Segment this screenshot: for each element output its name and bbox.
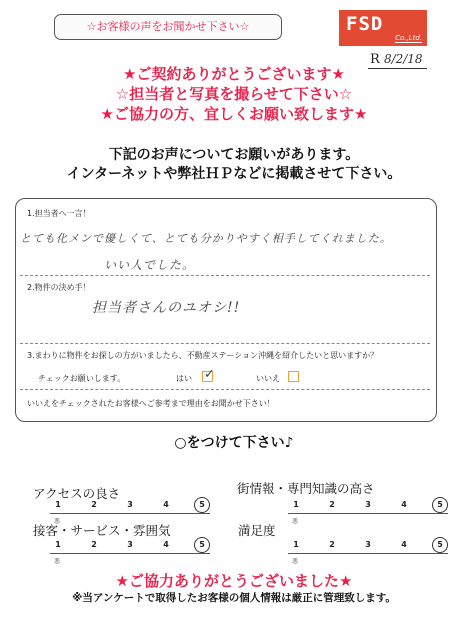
selected-rating-circle [194, 497, 210, 513]
section-1-answer-line-1: とても化メンで優しくて、とても分かりやすく相手してくれました。 [20, 232, 392, 245]
rating-label-service: 接客・サービス・雰囲気 [33, 523, 171, 538]
rating-label-access: アクセスの良さ [33, 486, 121, 501]
company-logo [339, 10, 427, 46]
scale-number-1[interactable]: 1 [293, 500, 299, 509]
rating-label-satisfaction: 満足度 [238, 523, 276, 538]
headline-line-2: ☆担当者と写真を撮らせて下さい☆ [115, 85, 353, 103]
scale-end-label: 悪 [54, 558, 61, 565]
no-checkbox[interactable] [288, 371, 299, 382]
privacy-notice: ※当アンケートで取得したお客様の個人情報は厳正に管理致します。 [72, 592, 396, 604]
scale-number-2[interactable]: 2 [329, 540, 335, 549]
logo-mark: FSD [346, 13, 384, 35]
scale-line [288, 513, 448, 514]
scale-number-1[interactable]: 1 [55, 500, 61, 509]
scale-number-5[interactable]: 5 [199, 540, 205, 549]
check-prompt: チェックお願いします。 [38, 374, 126, 383]
scale-number-2[interactable]: 2 [91, 500, 97, 509]
scale-end-label: 悪 [292, 558, 299, 565]
survey-banner: ☆お客様の声をお聞かせ下さい☆ [54, 14, 282, 40]
scale-line [50, 513, 210, 514]
scale-line [50, 553, 210, 554]
no-label: いいえ [256, 374, 280, 383]
scale-number-4[interactable]: 4 [401, 500, 407, 509]
scale-end-label: 悪 [292, 518, 299, 525]
scale-number-5[interactable]: 5 [199, 500, 205, 509]
selected-rating-circle [432, 497, 448, 513]
scale-number-5[interactable]: 5 [437, 500, 443, 509]
rating-scale[interactable] [288, 500, 448, 526]
scale-number-4[interactable]: 4 [163, 540, 169, 549]
scale-number-2[interactable]: 2 [91, 540, 97, 549]
rating-scale[interactable] [50, 500, 210, 526]
section-3-label: 3.まわりに物件をお探しの方がいましたら、不動産ステーション沖縄を紹介したいと思いますか？ [27, 351, 379, 360]
section-1-label: 1.担当者へ一言！ [27, 209, 91, 218]
check-mark-icon: ✓ [204, 367, 215, 382]
scale-number-3[interactable]: 3 [365, 540, 371, 549]
yes-label: はい [176, 374, 192, 383]
date-value: 8/2/18 [383, 52, 423, 66]
scale-number-4[interactable]: 4 [163, 500, 169, 509]
thanks-message: ★ご協力ありがとうございました★ [115, 572, 353, 590]
section-2-answer: 担当者さんのユオシ!! [92, 300, 241, 316]
headline-line-1: ★ご契約ありがとうございます★ [123, 65, 345, 83]
rating-scale[interactable] [288, 540, 448, 566]
scale-number-4[interactable]: 4 [401, 540, 407, 549]
scale-number-1[interactable]: 1 [55, 540, 61, 549]
section-2-label: 2.物件の決め手！ [27, 283, 91, 292]
scale-end-label: 悪 [54, 518, 61, 525]
headline-line-3: ★ご協力の方、宜しくお願い致します★ [100, 105, 368, 123]
divider-2 [20, 343, 430, 344]
scale-line [288, 553, 448, 554]
divider-3 [20, 389, 430, 390]
intro-line-1: 下記のお声についてお願いがあります。 [108, 147, 360, 163]
reason-prompt: いいえをチェックされたお客様へご参考まで理由をお聞かせ下さい！ [27, 399, 275, 408]
scale-number-1[interactable]: 1 [293, 540, 299, 549]
rating-scale[interactable] [50, 540, 210, 566]
divider-1 [20, 275, 430, 276]
scale-number-3[interactable]: 3 [127, 540, 133, 549]
date-prefix: R [370, 52, 380, 67]
scale-number-3[interactable]: 3 [365, 500, 371, 509]
yes-checkbox[interactable] [202, 367, 215, 382]
rating-title: ○をつけて下さい♪ [174, 435, 294, 451]
intro-line-2: インターネットや弊社ＨＰなどに掲載させて下さい。 [66, 166, 402, 182]
scale-number-3[interactable]: 3 [127, 500, 133, 509]
scale-number-5[interactable]: 5 [437, 540, 443, 549]
rating-label-expertise: 街情報・専門知識の高さ [237, 481, 375, 496]
scale-number-2[interactable]: 2 [329, 500, 335, 509]
section-1-answer-line-2: いい人でした。 [104, 258, 196, 272]
selected-rating-circle [194, 537, 210, 553]
logo-sub: Co.,Ltd. [395, 34, 422, 42]
selected-rating-circle [432, 537, 448, 553]
